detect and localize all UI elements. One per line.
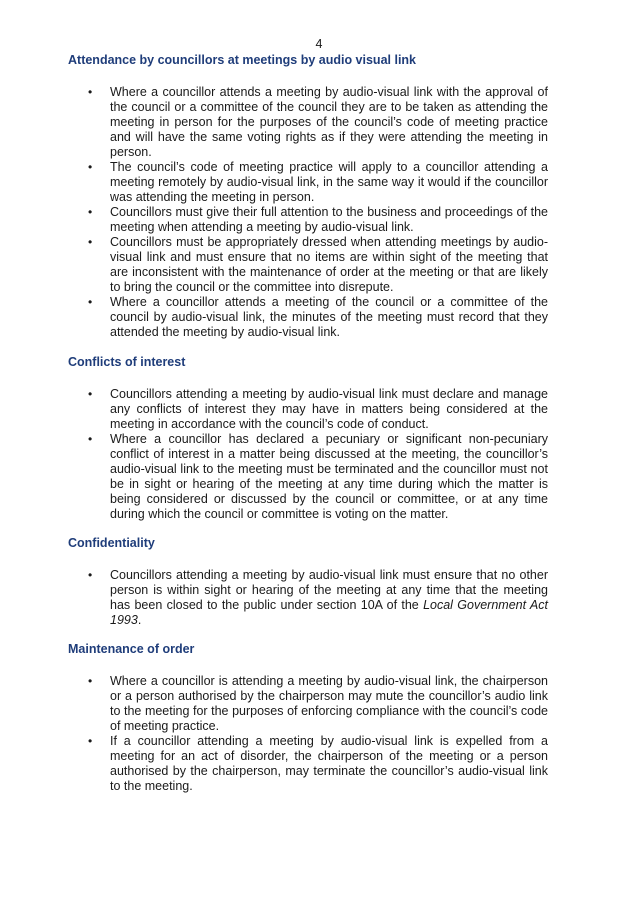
bullet-icon: •	[88, 387, 93, 401]
page-number: 4	[315, 37, 323, 51]
section-heading: Maintenance of order	[68, 642, 195, 656]
bullet-icon: •	[88, 674, 93, 688]
bullet-list	[68, 85, 548, 340]
bullet-icon: •	[88, 85, 93, 99]
list-item: • Where a councillor attends a meeting of the council or a committee of the council by audio-visual link, the minutes of the meeting must record that they attended the meeting by audio-visual link.	[88, 295, 548, 339]
act-title: Local Government Act 1993	[110, 598, 548, 627]
section-confidentiality	[68, 536, 548, 628]
list-item: • Councillors attending a meeting by audio-visual link must declare and manage any conflicts of interest they may have in matters being considered at the meeting in accordance with the council’s code of conduct.	[88, 387, 548, 431]
document-body	[68, 53, 548, 808]
bullet-icon: •	[88, 205, 93, 219]
bullet-icon: •	[88, 295, 93, 309]
section-conflicts-of-interest	[68, 355, 548, 522]
bullet-icon: •	[88, 160, 93, 174]
section-maintenance-of-order	[68, 642, 548, 794]
section-attendance	[68, 53, 548, 340]
bullet-list	[68, 387, 548, 522]
list-item: • The council’s code of meeting practice will apply to a councillor attending a meeting remotely by audio-visual link, in the same way it would if the councillor was attending the meeting in person.	[88, 160, 548, 204]
section-heading: Confidentiality	[68, 536, 155, 550]
bullet-list	[68, 568, 548, 628]
list-item: • Councillors must give their full attention to the business and proceedings of the meeting when attending a meeting by audio-visual link.	[88, 205, 548, 234]
list-item: • Where a councillor has declared a pecuniary or significant non-pecuniary conflict of interest in a matter being discussed at the meeting, the councillor’s audio-visual link to the meeting must be terminated and the councillor must not be in sight or hearing of the meeting at any time during which the matter is being considered or discussed by the council or committee, or at any time during which the council or committee is voting on the matter.	[88, 432, 548, 521]
bullet-list	[68, 674, 548, 794]
list-item: • Where a councillor attends a meeting by audio-visual link with the approval of the council or a committee of the council they are to be taken as attending the meeting in person for the purposes of the council’s code of meeting practice and will have the same voting rights as if they were attending the meeting in person.	[88, 85, 548, 159]
bullet-icon: •	[88, 432, 93, 446]
list-item: • Where a councillor is attending a meeting by audio-visual link, the chairperson or a person authorised by the chairperson may mute the councillor’s audio link to the meeting for the purposes of enforcing compliance with the council’s code of meeting practice.	[88, 674, 548, 733]
bullet-icon: •	[88, 568, 93, 582]
list-item: • If a councillor attending a meeting by audio-visual link is expelled from a meeting for an act of disorder, the chairperson of the meeting or a person authorised by the chairperson, may terminate the councillor’s audio-visual link to the meeting.	[88, 734, 548, 793]
section-heading: Attendance by councillors at meetings by audio visual link	[68, 53, 416, 67]
section-heading: Conflicts of interest	[68, 355, 186, 369]
bullet-icon: •	[88, 235, 93, 249]
list-item: • Councillors attending a meeting by audio-visual link must ensure that no other person is within sight or hearing of the meeting at any time that the meeting has been closed to the public under section 10A of the Local Government Act 1993.	[88, 568, 548, 627]
bullet-icon: •	[88, 734, 93, 748]
list-item: • Councillors must be appropriately dressed when attending meetings by audio-visual link and must ensure that no items are within sight of the meeting that are inconsistent with the maintenance of order at the meeting or that are likely to bring the council or the committee into disrepute.	[88, 235, 548, 294]
